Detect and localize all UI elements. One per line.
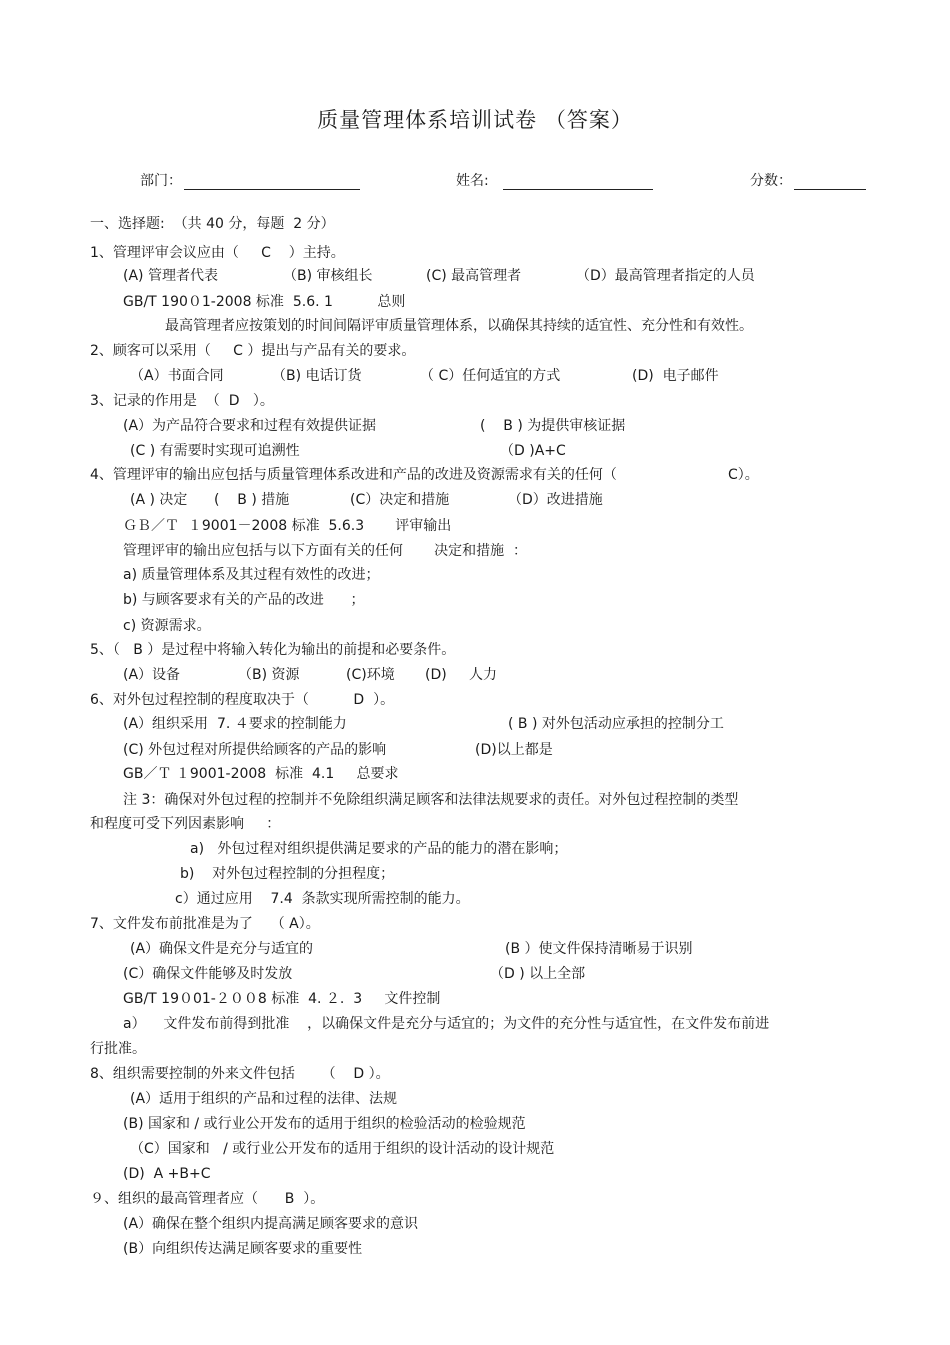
text-line: (D)以上都是	[475, 742, 553, 758]
text-line: GB/T 190０1-2008 标准 5.6. 1 总则	[123, 294, 406, 310]
name-label: 姓名:	[456, 173, 489, 189]
text-line: (C) 外包过程对所提供给顾客的产品的影响	[123, 742, 387, 758]
text-line: b) 对外包过程控制的分担程度；	[180, 866, 395, 882]
text-line: (B) 国家和 / 或行业公开发布的适用于组织的检验活动的检验规范	[123, 1116, 526, 1132]
text-line: (D) 人力	[425, 667, 497, 683]
text-line: ( B ) 措施	[214, 492, 290, 508]
text-line: 6、对外包过程控制的程度取决于（ D ）。	[90, 692, 395, 708]
text-line: 注 3：确保对外包过程的控制并不免除组织满足顾客和法律法规要求的责任。对外包过程控制的类型	[123, 792, 739, 808]
department-blank[interactable]	[184, 173, 360, 190]
text-line: （A）书面合同	[130, 368, 224, 384]
text-line: （B) 电话订货	[272, 368, 362, 384]
text-line: (B）向组织传达满足顾客要求的重要性	[123, 1241, 363, 1257]
text-line: (A）确保在整个组织内提高满足顾客要求的意识	[123, 1216, 419, 1232]
text-line: （D）最高管理者指定的人员	[576, 268, 755, 284]
text-line: 管理评审的输出应包括与以下方面有关的任何 决定和措施 ：	[123, 543, 528, 559]
text-line: （D )A+C	[500, 443, 566, 459]
score-field[interactable]	[750, 170, 866, 190]
text-line: 2、顾客可以采用（ C ）提出与产品有关的要求。	[90, 343, 416, 359]
name-field[interactable]	[456, 170, 653, 190]
text-line: (C ) 有需要时实现可追溯性	[130, 443, 300, 459]
text-line: (A）确保文件是充分与适宜的	[130, 941, 314, 957]
text-line: (A）为产品符合要求和过程有效提供证据	[123, 418, 377, 434]
text-line: (C)环境	[346, 667, 395, 683]
text-line: 最高管理者应按策划的时间间隔评审质量管理体系，以确保其持续的适宜性、充分性和有效性。	[165, 318, 753, 334]
text-line: 4、管理评审的输出应包括与质量管理体系改进和产品的改进及资源需求有关的任何（	[90, 467, 617, 483]
score-blank[interactable]	[794, 173, 866, 190]
text-line: ＧＢ／Ｔ １9001－2008 标准 5.6.3 评审输出	[123, 518, 452, 534]
text-line: （ C）任何适宜的方式	[420, 368, 561, 384]
text-line: 1、管理评审会议应由（ C ）主持。	[90, 245, 345, 261]
text-line: 5、（ B ）是过程中将输入转化为输出的前提和必要条件。	[90, 642, 456, 658]
text-line: 7、文件发布前批准是为了 （ A）。	[90, 916, 320, 932]
text-line: ９、组织的最高管理者应（ B ）。	[90, 1191, 325, 1207]
page-title: 质量管理体系培训试卷 （答案）	[317, 108, 633, 132]
text-line: (C）决定和措施	[350, 492, 450, 508]
text-line: a) 外包过程对组织提供满足要求的产品的能力的潜在影响；	[190, 841, 568, 857]
text-line: (C) 最高管理者	[426, 268, 522, 284]
department-field[interactable]	[140, 170, 360, 190]
text-line: a） 文件发布前得到批准 ，以确保文件是充分与适宜的；为文件的充分性与适宜性，在文件发布前进	[123, 1016, 770, 1032]
text-line: ( B ) 为提供审核证据	[480, 418, 626, 434]
text-line: 8、组织需要控制的外来文件包括 （ D ）。	[90, 1066, 390, 1082]
text-line: (B ）使文件保持清晰易于识别	[505, 941, 693, 957]
name-blank[interactable]	[503, 173, 653, 190]
text-line: a) 质量管理体系及其过程有效性的改进；	[123, 567, 380, 583]
header-fields	[0, 170, 950, 194]
text-line: （B) 审核组长	[283, 268, 373, 284]
text-line: 一、选择题: （共 40 分，每题 2 分）	[90, 216, 335, 232]
text-line: c）通过应用 7.4 条款实现所需控制的能力。	[175, 891, 470, 907]
text-line: (C）确保文件能够及时发放	[123, 966, 293, 982]
text-line: (A）组织采用 7. ４要求的控制能力	[123, 716, 347, 732]
text-line: 和程度可受下列因素影响 ：	[90, 816, 281, 832]
text-line: GB／Ｔ １9001-2008 标准 4.1 总要求	[123, 766, 399, 782]
score-label: 分数：	[750, 173, 792, 189]
text-line: (A）设备	[123, 667, 181, 683]
text-line: (D) 电子邮件	[632, 368, 719, 384]
text-line: （D ) 以上全部	[490, 966, 586, 982]
text-line: GB/T 19０01-２００8 标准 4. ２. 3 文件控制	[123, 991, 441, 1007]
text-line: (A) 管理者代表	[123, 268, 218, 284]
text-line: (D) A +B+C	[123, 1166, 211, 1182]
text-line: 行批准。	[90, 1041, 146, 1057]
text-line: （D）改进措施	[508, 492, 603, 508]
text-line: C）。	[728, 467, 759, 483]
text-line: （C）国家和 / 或行业公开发布的适用于组织的设计活动的设计规范	[130, 1141, 555, 1157]
text-line: ( B ) 对外包活动应承担的控制分工	[508, 716, 724, 732]
department-label: 部门：	[140, 173, 182, 189]
text-line: (A ) 决定	[130, 492, 188, 508]
text-line: 3、记录的作用是 （ D ）。	[90, 393, 274, 409]
text-line: b) 与顾客要求有关的产品的改进 ；	[123, 592, 365, 608]
text-line: （B) 资源	[238, 667, 300, 683]
text-line: (A）适用于组织的产品和过程的法律、法规	[130, 1091, 398, 1107]
text-line: c) 资源需求。	[123, 618, 211, 634]
